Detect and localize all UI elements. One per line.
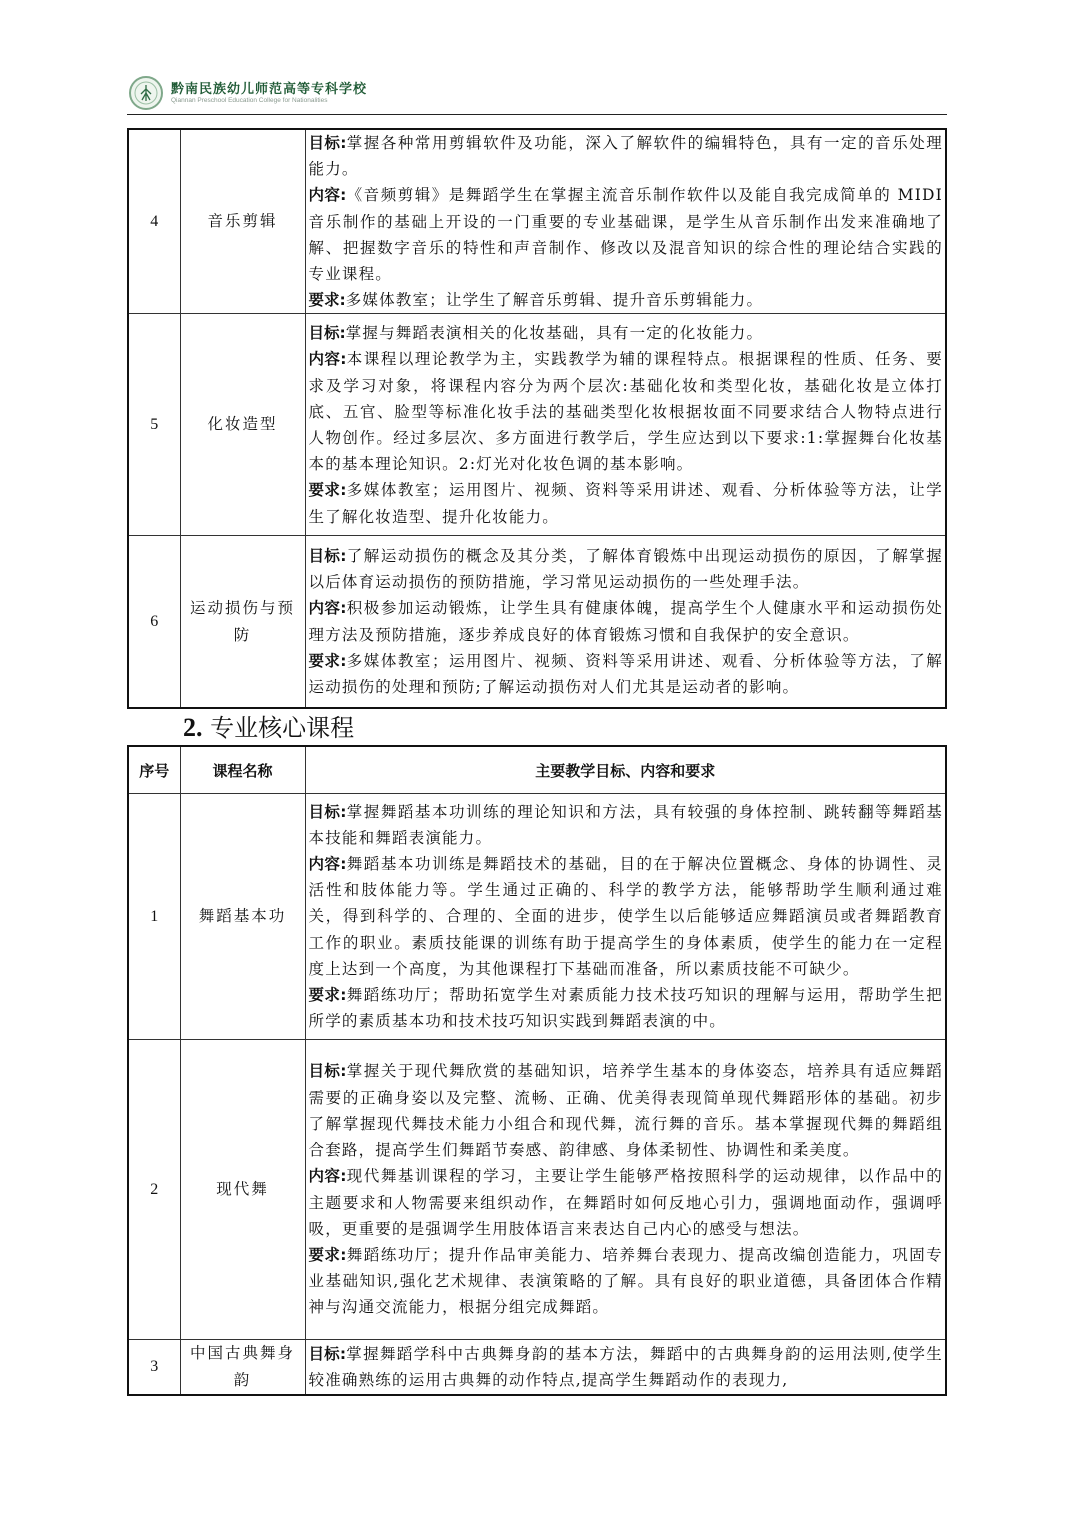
goal-label: 目标:	[308, 802, 347, 821]
content-text: 现代舞基训课程的学习，主要让学生能够严格按照科学的运动规律，以作品中的主题要求和人物需要来组织动作，在舞蹈时如何反地心引力，强调地面动作，强调呼吸，更重要的是强调学生用肢体语言来表达自己内心的感受与想法。	[308, 1167, 943, 1238]
goal-paragraph	[309, 320, 944, 346]
goal-paragraph	[309, 130, 944, 182]
school-name-cn: 黔南民族幼儿师范高等专科学校	[171, 82, 368, 97]
content-text: 积极参加运动锻炼，让学生具有健康体魄，提高学生个人健康水平和运动损伤处理方法及预防措施，逐步养成良好的体育锻炼习惯和自我保护的安全意识。	[308, 599, 943, 644]
row-number: 2	[128, 1040, 180, 1340]
course-description	[305, 1040, 946, 1340]
requirement-label: 要求:	[308, 651, 347, 670]
goal-paragraph	[309, 799, 944, 851]
course-name: 现代舞	[180, 1040, 305, 1340]
requirement-paragraph	[309, 982, 944, 1034]
requirement-label: 要求:	[308, 481, 347, 500]
goal-text: 掌握舞蹈学科中古典舞身韵的基本方法，舞蹈中的古典舞身韵的运用法则,使学生较准确熟练的运用古典舞的动作特点,提高学生舞蹈动作的表现力,	[308, 1344, 943, 1389]
header-description: 主要教学目标、内容和要求	[305, 746, 946, 794]
page-header	[127, 72, 947, 116]
requirement-label: 要求:	[308, 1245, 347, 1264]
table-row	[128, 536, 946, 708]
requirement-text: 舞蹈练功厅；帮助拓宽学生对素质能力技术技巧知识的理解与运用，帮助学生把所学的素质基本功和技术技巧知识实践到舞蹈表演的中。	[308, 986, 943, 1031]
table-row	[128, 1040, 946, 1340]
table-row	[128, 1340, 946, 1396]
requirement-text: 舞蹈练功厅；提升作品审美能力、培养舞台表现力、提高改编创造能力，巩固专业基础知识,强化艺术规律、表演策略的了解。具有良好的职业道德，具备团体合作精神与沟通交流能力，根据分组完成舞蹈。	[308, 1245, 943, 1317]
table-header-row	[128, 746, 946, 794]
course-description	[305, 536, 946, 708]
course-description	[305, 794, 946, 1040]
content-label: 内容:	[308, 599, 347, 618]
table-row	[128, 129, 946, 314]
row-number: 5	[128, 314, 180, 536]
header-course-name: 课程名称	[180, 746, 305, 794]
table-row	[128, 314, 946, 536]
requirement-paragraph	[309, 477, 944, 529]
course-description	[305, 1340, 946, 1396]
content-paragraph	[309, 182, 944, 287]
course-table-continued	[127, 128, 947, 709]
requirement-label: 要求:	[308, 291, 346, 310]
requirement-text: 多媒体教室；运用图片、视频、资料等采用讲述、观看、分析体验等方法，了解运动损伤的处理和预防;了解运动损伤对人们尤其是运动者的影响。	[308, 651, 943, 697]
header-divider	[127, 114, 947, 115]
core-course-table	[127, 745, 947, 1396]
content-label: 内容:	[308, 854, 347, 873]
row-number: 4	[128, 129, 180, 314]
requirement-label: 要求:	[308, 986, 347, 1004]
goal-text: 了解运动损伤的概念及其分类，了解体育锻炼中出现运动损伤的原因，了解掌握以后体育运动损伤的预防措施，学习常见运动损伤的一些处理手法。	[308, 547, 943, 592]
content-text: 舞蹈基本功训练是舞蹈技术的基础，目的在于解决位置概念、身体的协调性、灵活性和肢体能力等。学生通过正确的、科学的教学方法，能够帮助学生顺利通过难关，得到科学的、合理的、全面的进步，使学生以后能够适应舞蹈演员或者舞蹈教育工作的职业。素质技能课的训练有助于提高学生的身体素质，使学生的能力在一定程度上达到一个高度，为其他课程打下基础而准备，所以素质技能不可缺少。	[308, 854, 943, 978]
course-description	[305, 314, 946, 536]
goal-label: 目标:	[308, 134, 347, 152]
school-name-en: Qiannan Preschool Education College for Nationalities	[171, 97, 328, 104]
section-number: 2.	[183, 713, 203, 742]
goal-paragraph	[309, 1341, 944, 1393]
content-text: 本课程以理论教学为主，实践教学为辅的课程特点。根据课程的性质、任务、要求及学习对象，将课程内容分为两个层次:基础化妆和类型化妆，基础化妆是立体打底、五官、脸型等标准化妆手法的基础类型化妆根据妆面不同要求结合人物特点进行人物创作。经过多层次、多方面进行教学后，学生应达到以下要求:1:掌握舞台化妆基本的基本理论知识。2:灯光对化妆色调的基本影响。	[308, 350, 943, 474]
course-name: 化妆造型	[180, 314, 305, 536]
requirement-paragraph	[309, 287, 944, 313]
table-row	[128, 794, 946, 1040]
goal-paragraph	[309, 1058, 944, 1163]
goal-label: 目标:	[308, 1344, 347, 1363]
header-number: 序号	[128, 746, 180, 794]
section-heading	[183, 708, 354, 743]
content-paragraph	[309, 595, 944, 647]
goal-text: 掌握关于现代舞欣赏的基础知识，培养学生基本的身体姿态，培养具有适应舞蹈需要的正确身姿以及完整、流畅、正确、优美得表现简单现代舞蹈形体的基础。初步了解掌握现代舞技术能力小组合和现代舞，流行舞的音乐。基本掌握现代舞的舞蹈组合套路，提高学生们舞蹈节奏感、韵律感、身体柔韧性、协调性和柔美度。	[308, 1062, 943, 1160]
goal-text: 掌握与舞蹈表演相关的化妆基础，具有一定的化妆能力。	[345, 324, 764, 343]
goal-paragraph	[309, 543, 944, 595]
section-title-text: 专业核心课程	[210, 714, 355, 742]
course-description	[305, 129, 946, 314]
goal-label: 目标:	[308, 324, 346, 343]
content-text: 《音频剪辑》是舞蹈学生在掌握主流音乐制作软件以及能自我完成简单的 MIDI 音乐制作的基础上开设的一门重要的专业基础课，是学生从音乐制作出发来准确地了解、把握数字音乐的特性和声音制作、修改以及混音知识的综合性的理论结合实践的专业课程。	[308, 186, 944, 284]
goal-label: 目标:	[308, 1062, 347, 1081]
content-label: 内容:	[308, 350, 347, 369]
content-paragraph	[309, 346, 944, 477]
row-number: 1	[128, 794, 180, 1040]
goal-label: 目标:	[308, 547, 347, 566]
goal-text: 掌握各种常用剪辑软件及功能，深入了解软件的编辑特色，具有一定的音乐处理能力。	[308, 134, 943, 179]
course-name: 中国古典舞身韵	[180, 1340, 305, 1396]
row-number: 3	[128, 1340, 180, 1396]
requirement-paragraph	[309, 1242, 944, 1321]
content-paragraph	[309, 851, 944, 982]
content-label: 内容:	[308, 1167, 347, 1186]
school-logo-icon	[129, 76, 163, 110]
course-name: 运动损伤与预防	[180, 536, 305, 708]
row-number: 6	[128, 536, 180, 708]
goal-text: 掌握舞蹈基本功训练的理论知识和方法，具有较强的身体控制、跳转翻等舞蹈基本技能和舞蹈表演能力。	[308, 802, 943, 847]
requirement-paragraph	[309, 648, 944, 700]
course-name: 音乐剪辑	[180, 129, 305, 314]
requirement-text: 多媒体教室；运用图片、视频、资料等采用讲述、观看、分析体验等方法，让学生了解化妆造型、提升化妆能力。	[308, 481, 943, 526]
content-paragraph	[309, 1163, 944, 1242]
requirement-text: 多媒体教室；让学生了解音乐剪辑、提升音乐剪辑能力。	[345, 291, 764, 310]
course-name: 舞蹈基本功	[180, 794, 305, 1040]
content-label: 内容:	[308, 186, 347, 205]
